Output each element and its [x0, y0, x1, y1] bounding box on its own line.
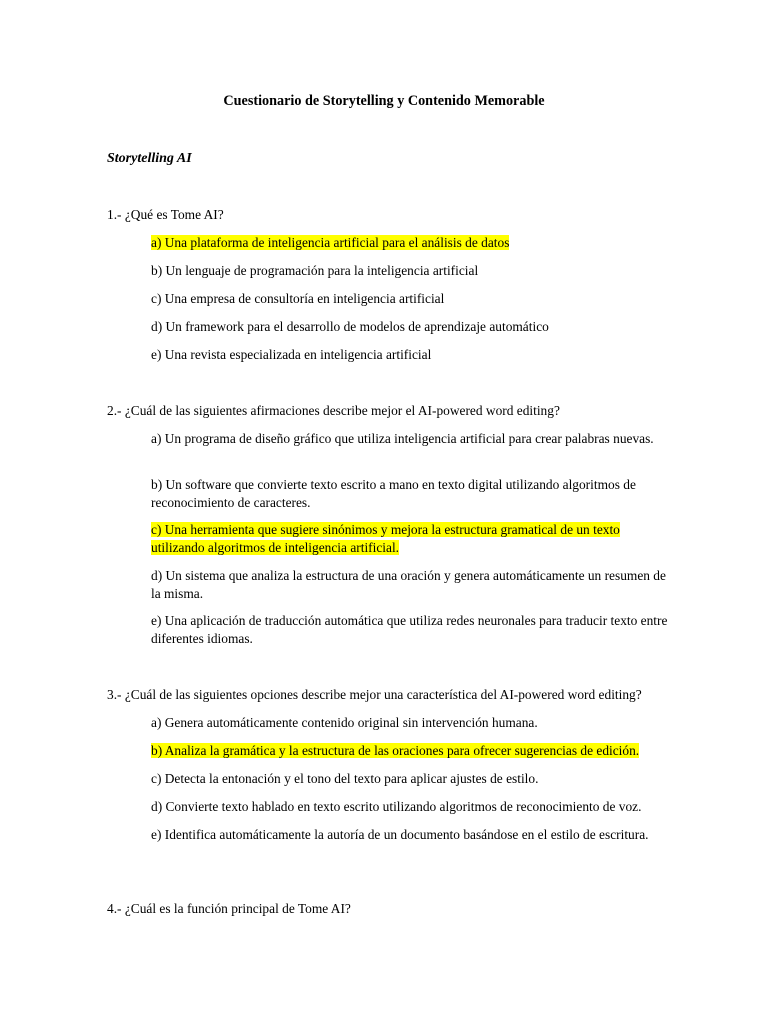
- answer-option-text: d) Un framework para el desarrollo de modelos de aprendizaje automático: [151, 319, 549, 334]
- answer-option-1d[interactable]: [151, 318, 671, 336]
- answer-option-1e[interactable]: [151, 346, 671, 364]
- answer-option-text: c) Una empresa de consultoría en inteligencia artificial: [151, 291, 445, 306]
- answer-option-1c[interactable]: [151, 290, 671, 308]
- answer-option-3a[interactable]: [151, 714, 671, 732]
- answer-option-text: b) Un software que convierte texto escrito a mano en texto digital utilizando algoritmos de reconocimiento de caracteres.: [151, 477, 636, 510]
- answer-option-text: e) Una aplicación de traducción automática que utiliza redes neuronales para traducir texto entre diferentes idiomas.: [151, 613, 668, 646]
- answer-option-1b[interactable]: [151, 262, 671, 280]
- answer-option-2c[interactable]: [151, 521, 671, 557]
- answer-option-text: c) Detecta la entonación y el tono del texto para aplicar ajustes de estilo.: [151, 771, 539, 786]
- answer-option-3d[interactable]: [151, 798, 671, 816]
- answer-option-2b[interactable]: [151, 476, 671, 512]
- answer-option-text: d) Un sistema que analiza la estructura de una oración y genera automáticamente un resumen de la misma.: [151, 568, 666, 601]
- answer-option-text: d) Convierte texto hablado en texto escrito utilizando algoritmos de reconocimiento de voz.: [151, 799, 642, 814]
- question-3: 3.- ¿Cuál de las siguientes opciones describe mejor una característica del AI-powered word editing?: [107, 687, 642, 702]
- answer-option-text: a) Un programa de diseño gráfico que utiliza inteligencia artificial para crear palabras nuevas.: [151, 431, 654, 446]
- question-4: 4.- ¿Cuál es la función principal de Tome AI?: [107, 901, 351, 916]
- answer-option-text: e) Identifica automáticamente la autoría de un documento basándose en el estilo de escritura.: [151, 827, 649, 842]
- section-heading: Storytelling AI: [107, 151, 192, 166]
- answer-option-1a[interactable]: [151, 234, 671, 252]
- answer-option-2a[interactable]: [151, 430, 671, 448]
- answer-option-text: c) Una herramienta que sugiere sinónimos y mejora la estructura gramatical de un texto utilizando algoritmos de inteligencia artificial.: [151, 522, 620, 555]
- question-2: 2.- ¿Cuál de las siguientes afirmaciones describe mejor el AI-powered word editing?: [107, 403, 560, 418]
- answer-option-3e[interactable]: [151, 826, 671, 844]
- answer-option-text: a) Una plataforma de inteligencia artificial para el análisis de datos: [151, 235, 510, 250]
- answer-option-text: b) Analiza la gramática y la estructura de las oraciones para ofrecer sugerencias de edición.: [151, 743, 640, 758]
- answer-option-3b[interactable]: [151, 742, 671, 760]
- answer-option-text: e) Una revista especializada en inteligencia artificial: [151, 347, 432, 362]
- answer-option-text: a) Genera automáticamente contenido original sin intervención humana.: [151, 715, 538, 730]
- document-title: Cuestionario de Storytelling y Contenido Memorable: [223, 93, 545, 109]
- question-1: 1.- ¿Qué es Tome AI?: [107, 207, 224, 222]
- answer-option-text: b) Un lenguaje de programación para la inteligencia artificial: [151, 263, 479, 278]
- answer-option-2d[interactable]: [151, 567, 671, 603]
- answer-option-3c[interactable]: [151, 770, 671, 788]
- answer-option-2e[interactable]: [151, 612, 671, 648]
